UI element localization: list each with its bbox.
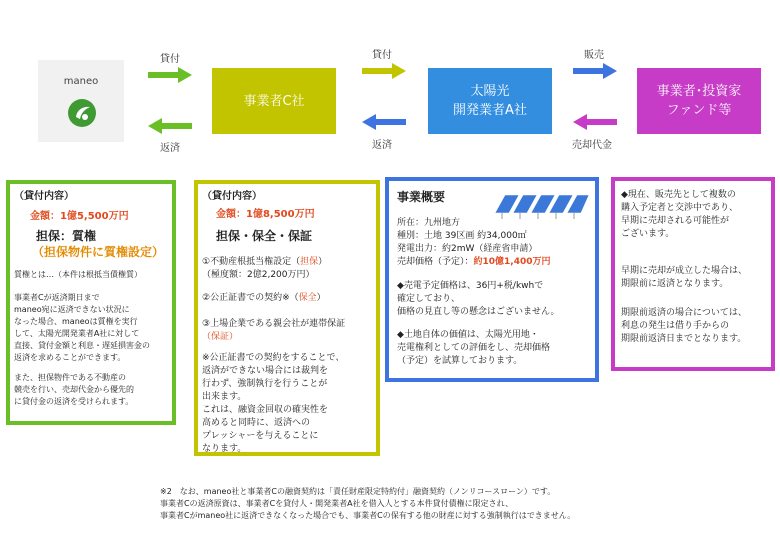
panel1-body-line: して、太陽光開発業者A社に対して: [14, 329, 140, 338]
company-c-box: [212, 68, 336, 134]
panel1-body-line: 返済を求めることができます。: [14, 353, 126, 362]
panel2-item2: [202, 292, 326, 305]
panel3-type: 種別：土地 39区画 約34,000㎡: [397, 231, 527, 241]
panel2-item2-highlight: 保全: [298, 293, 317, 303]
panel3-bullet2: [397, 329, 550, 368]
panel3-bullet1: [397, 280, 560, 319]
panel1-amount: 金額：1億5,500万円: [30, 211, 129, 222]
footnote-line: 事業者Cの返済原資は、事業者Cを貸付人・開発業者A社を借入人とする本件貸付債権に限定され、: [160, 499, 514, 508]
panel4-para1-line: 早期に売却される可能性が: [621, 216, 730, 226]
panel2-item2-text: ②公正証書での契約※（: [202, 293, 299, 303]
panel2-amount: 金額：1億8,500万円: [216, 209, 315, 220]
solar-developer-line1: 太陽光: [470, 84, 510, 99]
panel2-note-line: これは、融資金回収の確実性を: [202, 405, 329, 415]
company-c-label: 事業者C社: [243, 93, 305, 109]
panel3-title: 事業概要: [397, 190, 446, 204]
panel4-para3-line: 利息の発生は借り手からの: [621, 321, 730, 331]
panel3-power: 発電出力：約2mW（経産省申請）: [397, 244, 538, 254]
lend-label-1: 貸付: [160, 54, 180, 65]
panel2-note-line: 出来ます。: [202, 392, 247, 402]
footnote: [160, 486, 575, 522]
panel3-price: [397, 256, 551, 269]
arrow-left-icon: [573, 113, 617, 131]
panel4-para2-line: 期限前に返済となります。: [621, 279, 729, 289]
panel4-para3: [621, 307, 747, 346]
maneo-logo-text: maneo: [63, 76, 99, 87]
panel4-para1: [621, 189, 738, 241]
panel2-title: （貸付内容）: [202, 191, 262, 202]
panel4-para3-line: 期限前返済日までとなります。: [621, 334, 747, 344]
arrow-left-icon: [148, 117, 192, 135]
panel2-note-line: 行わず、強制執行を行うことが: [202, 379, 328, 389]
panel4-para1-line: ございます。: [621, 229, 675, 239]
panel3-price-label: 売却価格（予定）：: [397, 257, 474, 267]
panel4-para1-line: ◆現在、販売先として複数の: [621, 190, 736, 200]
panel1-body: [14, 292, 150, 364]
panel1-body-line: maneo宛に返済できない状況に: [14, 305, 130, 314]
panel2-item2-close: ）: [316, 293, 326, 303]
lend-label-2: 貸付: [372, 50, 392, 61]
panel3-location: 所在：九州地方: [397, 218, 461, 228]
panel2-note-line: プレッシャーを与えることに: [202, 431, 319, 441]
panel1-body-line: なった場合、maneoは質権を実行: [14, 317, 138, 326]
panel2-heading: 担保・保全・保証: [216, 229, 313, 243]
panel3-bullet2-line: 売電権利としての評価をし、売却価格: [397, 343, 551, 353]
maneo-logo-box: [38, 60, 124, 142]
panel1-body2-line: 競売を行い、売却代金から優先的: [14, 385, 134, 394]
panel1-collateral-sub: （担保物件に質権設定）: [32, 245, 165, 259]
panel1-body2: [14, 372, 134, 408]
panel3-bullet1-line: 確定しており、: [397, 294, 461, 304]
panel2-note-line: ※公正証書での契約をすることで、: [202, 353, 345, 363]
panel4-para1-line: 購入予定者と交渉中であり、: [621, 203, 739, 213]
arrow-right-icon: [573, 62, 617, 80]
solar-developer-line2: 開発業者A社: [453, 103, 527, 118]
panel1-collateral-text: 担保：質権: [36, 229, 97, 243]
panel4-para3-line: 期限前返済の場合については、: [621, 308, 747, 318]
panel2-note-line: なります。: [202, 444, 247, 454]
panel1-collateral: [36, 230, 96, 243]
panel2-note-line: 返済ができない場合には裁判を: [202, 366, 329, 376]
panel1-body2-line: に貸付金の返済を受けられます。: [14, 397, 134, 406]
panel1-title: （貸付内容）: [14, 191, 74, 202]
panel2-item1-text: ①不動産根抵当権設定（: [202, 257, 301, 267]
proceeds-label: 売却代金: [572, 140, 612, 151]
panel1-body-line: 事業者Cが返済期日まで: [14, 293, 100, 302]
arrow-left-icon: [362, 113, 406, 131]
panel1-body-line: 直接、貸付金額と利息・遅延損害金の: [14, 341, 150, 350]
panel4-para2-line: 早期に売却が成立した場合は、: [621, 266, 748, 276]
sale-label: 販売: [584, 50, 604, 61]
panel2-item1-sub: （極度額：2億2,200万円）: [202, 270, 315, 280]
solar-developer-box: [428, 68, 552, 134]
footnote-line: 事業者Cがmaneo社に返済できなくなった場合でも、事業者Cの保有する他の財産に対する強制執行はできません。: [160, 511, 576, 520]
investor-line1: 事業者･投資家: [656, 84, 742, 99]
panel2-item1: [202, 256, 327, 269]
panel3-price-value: 約10億1,400万円: [473, 257, 551, 267]
panel4-para2: [621, 265, 747, 291]
panel2-item3-highlight: （保証）: [202, 332, 239, 342]
panel1-definition: 質権とは…（本件は根抵当債権質）: [14, 270, 142, 279]
investor-box: [637, 68, 761, 134]
panel3-bullet1-line: ◆売電予定価格は、36円+税/kwhで: [397, 281, 544, 291]
maneo-logo-icon: [67, 98, 97, 128]
company-c-loan-panel: [194, 180, 380, 456]
arrow-right-icon: [362, 62, 406, 80]
panel2-note-line: 高めると同時に、返済への: [202, 418, 311, 428]
business-overview-panel: [385, 177, 599, 382]
solar-panel-icon: [493, 187, 591, 221]
panel3-bullet1-line: 価格の見直し等の懸念はございません。: [397, 307, 560, 317]
repay-label-2: 返済: [372, 140, 392, 151]
panel2-item1-highlight: 担保: [300, 257, 319, 267]
repay-label-1: 返済: [160, 143, 180, 154]
panel2-item1-close: ）: [318, 257, 328, 267]
maneo-loan-panel: [6, 180, 176, 425]
panel2-note: [202, 352, 344, 456]
panel3-bullet2-line: ◆土地自体の価値は、太陽光用地・: [397, 330, 539, 340]
panel3-bullet2-line: （予定）を試算しております。: [397, 356, 523, 366]
arrow-right-icon: [148, 66, 192, 84]
panel1-body2-line: また、担保物件である不動産の: [14, 373, 126, 382]
footnote-line: ※2 なお、maneo社と事業者Cの融資契約は「責任財産限定特約付」融資契約（ノンリコースローン）です。: [160, 487, 556, 496]
sale-status-panel: [611, 177, 775, 371]
panel2-item3: ③上場企業である親会社が連帯保証: [202, 319, 346, 329]
investor-line2: ファンド等: [666, 103, 732, 118]
